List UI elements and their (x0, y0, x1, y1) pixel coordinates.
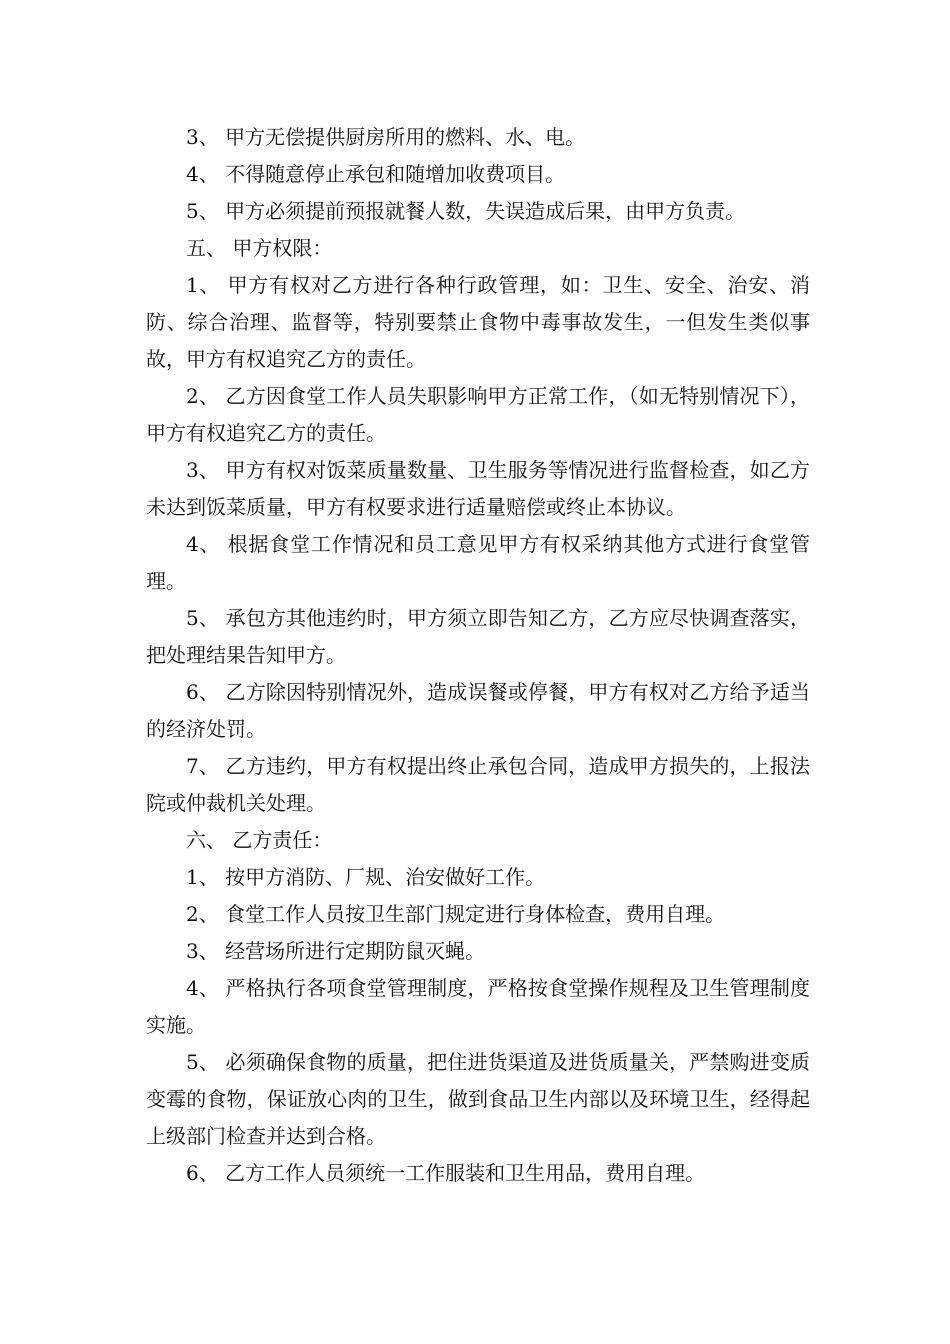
paragraph-b-duties-6: 6、 乙方工作人员须统一工作服装和卫生用品，费用自理。 (186, 1161, 706, 1185)
paragraph-a-rights-5: 5、 承包方其他违约时，甲方须立即告知乙方，乙方应尽快调查落实，把处理结果告知甲方。 (146, 606, 810, 667)
paragraph-5-report-diners: 5、 甲方必须提前预报就餐人数，失误造成后果，由甲方负责。 (186, 199, 746, 223)
paragraph-b-duties-4: 4、 严格执行各项食堂管理制度，严格按食堂操作规程及卫生管理制度实施。 (146, 976, 810, 1037)
paragraph-a-rights-1: 1、 甲方有权对乙方进行各种行政管理，如：卫生、安全、治安、消防、综合治理、监督等，特别要禁止食物中毒事故发生，一但发生类似事故，甲方有权追究乙方的责任。 (146, 273, 810, 371)
paragraph-4-no-stopping-contract: 4、 不得随意停止承包和随增加收费项目。 (186, 162, 566, 186)
document-body (146, 119, 810, 1192)
paragraph-3-fuel-water-electricity: 3、 甲方无偿提供厨房所用的燃料、水、电。 (186, 125, 586, 149)
paragraph-a-rights-6: 6、 乙方除因特别情况外，造成误餐或停餐，甲方有权对乙方给予适当的经济处罚。 (146, 680, 810, 741)
paragraph-b-duties-2: 2、 食堂工作人员按卫生部门规定进行身体检查，费用自理。 (186, 902, 726, 926)
paragraph-b-duties-1: 1、 按甲方消防、厂规、治安做好工作。 (186, 865, 546, 889)
section-heading-party-a-rights: 五、 甲方权限： (186, 236, 333, 260)
paragraph-a-rights-4: 4、 根据食堂工作情况和员工意见甲方有权采纳其他方式进行食堂管理。 (146, 532, 810, 593)
paragraph-b-duties-5: 5、 必须确保食物的质量，把住进货渠道及进货质量关，严禁购进变质变霉的食物，保证放心肉的卫生，做到食品卫生内部以及环境卫生，经得起上级部门检查并达到合格。 (146, 1050, 810, 1148)
paragraph-a-rights-7: 7、 乙方违约，甲方有权提出终止承包合同，造成甲方损失的，上报法院或仲裁机关处理。 (146, 754, 810, 815)
paragraph-a-rights-2: 2、 乙方因食堂工作人员失职影响甲方正常工作，（如无特别情况下），甲方有权追究乙方的责任。 (146, 384, 810, 445)
section-heading-party-b-duties: 六、 乙方责任： (186, 828, 333, 852)
paragraph-a-rights-3: 3、 甲方有权对饭菜质量数量、卫生服务等情况进行监督检查，如乙方未达到饭菜质量，甲方有权要求进行适量赔偿或终止本协议。 (146, 458, 810, 519)
paragraph-b-duties-3: 3、 经营场所进行定期防鼠灭蝇。 (186, 939, 486, 963)
